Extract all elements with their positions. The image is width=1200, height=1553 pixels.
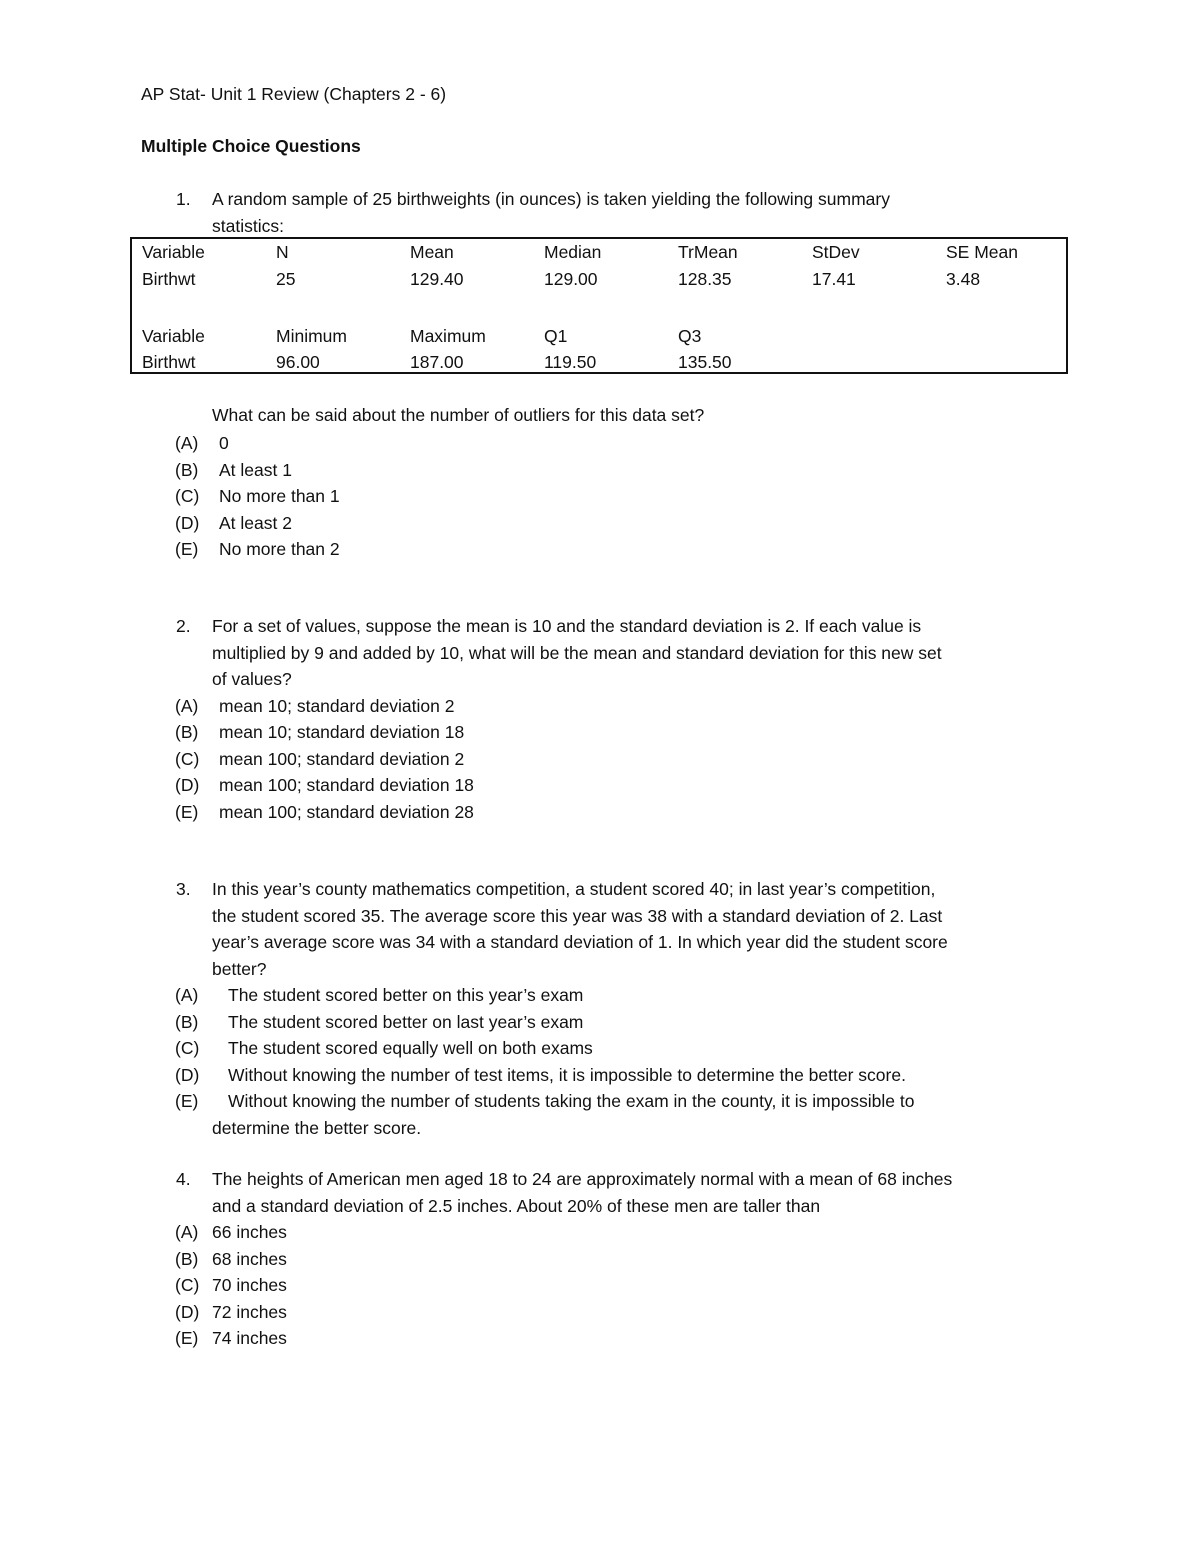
choice-text: 70 inches [212, 1275, 287, 1295]
question-line [141, 613, 1061, 640]
document-title: AP Stat- Unit 1 Review (Chapters 2 - 6) [141, 84, 447, 104]
choice-text: 74 inches [212, 1328, 287, 1348]
question-text: better? [212, 958, 267, 979]
question-line [141, 1166, 1061, 1193]
table-cell: 135.50 [678, 352, 732, 372]
choice-text: At least 2 [219, 512, 292, 533]
choice-letter: (A) [175, 1222, 199, 1242]
answer-choice [141, 430, 1061, 457]
table-cell: Q3 [678, 326, 702, 346]
table-cell: Birthwt [142, 269, 196, 289]
answer-choice [141, 693, 1061, 720]
answer-choice [141, 772, 1061, 799]
choice-letter: (A) [175, 695, 199, 716]
answer-choice [141, 719, 1061, 746]
choice-text: mean 10; standard deviation 2 [219, 695, 455, 716]
question-line [141, 640, 1061, 667]
question-3 [141, 876, 1061, 1141]
table-cell: N [276, 242, 289, 262]
table-cell: Variable [142, 242, 205, 262]
answer-choice [141, 1246, 1061, 1273]
answer-choice [141, 746, 1061, 773]
question-number: 3. [176, 879, 191, 899]
table-cell: Median [544, 242, 602, 262]
question-line [141, 876, 1061, 903]
question-2 [141, 613, 1061, 825]
table-header-row [142, 242, 1066, 263]
question-text: In this year’s county mathematics competition, a student scored 40; in last year’s competition, [212, 879, 936, 899]
answer-choices [141, 1219, 1061, 1352]
choice-letter: (B) [175, 1248, 199, 1269]
answer-choice [141, 982, 1061, 1009]
choice-letter: (C) [175, 1275, 200, 1295]
choice-text: The student scored better on this year’s exam [228, 985, 584, 1005]
table-cell: TrMean [678, 242, 738, 262]
choice-text: No more than 1 [219, 486, 340, 506]
answer-choice [141, 1009, 1061, 1036]
choice-letter: (A) [175, 433, 199, 453]
choice-letter: (E) [175, 1091, 199, 1111]
answer-choice [141, 1219, 1061, 1246]
question-text: The heights of American men aged 18 to 24 are approximately normal with a mean of 68 inches [212, 1169, 953, 1189]
choice-text: No more than 2 [219, 539, 340, 559]
table-header-row [142, 326, 812, 347]
question-line [141, 186, 1061, 213]
answer-choice [141, 1272, 1061, 1299]
table-cell: StDev [812, 242, 860, 262]
choice-continuation: determine the better score. [212, 1117, 422, 1138]
table-cell: 96.00 [276, 352, 320, 372]
question-stem: What can be said about the number of outliers for this data set? [212, 405, 705, 425]
choice-text: The student scored equally well on both exams [228, 1038, 593, 1058]
answer-choice [141, 536, 1061, 563]
answer-choices [141, 693, 1061, 826]
choice-letter: (C) [175, 486, 200, 506]
choice-letter: (B) [175, 722, 199, 742]
answer-choices [141, 430, 1061, 563]
table-cell: SE Mean [946, 242, 1018, 262]
question-line [141, 956, 1061, 983]
question-text: of values? [212, 669, 292, 689]
choice-text: 66 inches [212, 1222, 287, 1242]
question-1 [141, 186, 1061, 239]
question-number: 4. [176, 1169, 191, 1189]
question-text: year’s average score was 34 with a standard deviation of 1. In which year did the student score [212, 932, 948, 952]
answer-choice [141, 799, 1061, 826]
question-4 [141, 1166, 1061, 1352]
table-cell: Maximum [410, 326, 486, 346]
choice-text: Without knowing the number of students taking the exam in the county, it is impossible to [228, 1091, 915, 1111]
choice-letter: (D) [175, 512, 200, 533]
choice-letter: (C) [175, 1038, 200, 1058]
table-cell: Mean [410, 242, 454, 262]
answer-choice [141, 1035, 1061, 1062]
question-line [141, 903, 1061, 930]
question-line [141, 929, 1061, 956]
choice-letter: (D) [175, 1064, 200, 1085]
choice-text: At least 1 [219, 459, 292, 480]
table-cell: 3.48 [946, 269, 981, 289]
answer-choice [141, 1299, 1061, 1326]
choice-letter: (E) [175, 539, 199, 559]
table-cell: Birthwt [142, 352, 196, 372]
choice-text: mean 100; standard deviation 28 [219, 801, 474, 822]
choice-letter: (E) [175, 1328, 199, 1348]
question-line [141, 1115, 1061, 1142]
answer-choice [141, 1088, 1061, 1115]
question-text: multiplied by 9 and added by 10, what will be the mean and standard deviation for this new set [212, 642, 942, 663]
table-cell: 129.40 [410, 269, 464, 289]
choice-text: 68 inches [212, 1248, 287, 1269]
question-number: 2. [176, 616, 191, 636]
table-cell: Q1 [544, 326, 568, 346]
answer-choice [141, 510, 1061, 537]
table-cell: 17.41 [812, 269, 856, 289]
table-row [142, 352, 812, 373]
choice-text: The student scored better on last year’s exam [228, 1011, 584, 1032]
question-number: 1. [176, 189, 191, 209]
choice-text: 0 [219, 433, 229, 453]
question-line [141, 666, 1061, 693]
section-heading: Multiple Choice Questions [141, 136, 361, 156]
table-cell: Minimum [276, 326, 347, 346]
choice-letter: (D) [175, 775, 200, 795]
choice-text: Without knowing the number of test items, it is impossible to determine the better score. [228, 1064, 906, 1085]
choice-text: 72 inches [212, 1301, 287, 1322]
choice-letter: (C) [175, 748, 200, 769]
table-cell: Variable [142, 326, 205, 346]
choice-text: mean 100; standard deviation 2 [219, 748, 465, 769]
choice-text: mean 100; standard deviation 18 [219, 775, 474, 795]
answer-choice [141, 483, 1061, 510]
choice-letter: (A) [175, 985, 199, 1005]
choice-letter: (B) [175, 459, 199, 480]
summary-statistics-table [130, 237, 1068, 374]
choice-letter: (E) [175, 801, 199, 822]
question-text: the student scored 35. The average score this year was 38 with a standard deviation of 2. Last [212, 905, 943, 926]
table-row [142, 269, 1066, 290]
question-text: statistics: [212, 215, 284, 236]
question-text: A random sample of 25 birthweights (in ounces) is taken yielding the following summary [212, 189, 890, 209]
choice-letter: (B) [175, 1011, 199, 1032]
question-text: For a set of values, suppose the mean is 10 and the standard deviation is 2. If each value is [212, 616, 922, 636]
choice-letter: (D) [175, 1301, 200, 1322]
table-cell: 187.00 [410, 352, 464, 372]
question-line [141, 1193, 1061, 1220]
table-cell: 119.50 [544, 352, 597, 372]
answer-choice [141, 457, 1061, 484]
question-line [141, 213, 1061, 240]
answer-choice [141, 1062, 1061, 1089]
table-cell: 128.35 [678, 269, 732, 289]
choice-text: mean 10; standard deviation 18 [219, 722, 465, 742]
question-text: and a standard deviation of 2.5 inches. About 20% of these men are taller than [212, 1195, 821, 1216]
table-cell: 25 [276, 269, 296, 289]
answer-choices [141, 982, 1061, 1115]
table-cell: 129.00 [544, 269, 598, 289]
answer-choice [141, 1325, 1061, 1352]
